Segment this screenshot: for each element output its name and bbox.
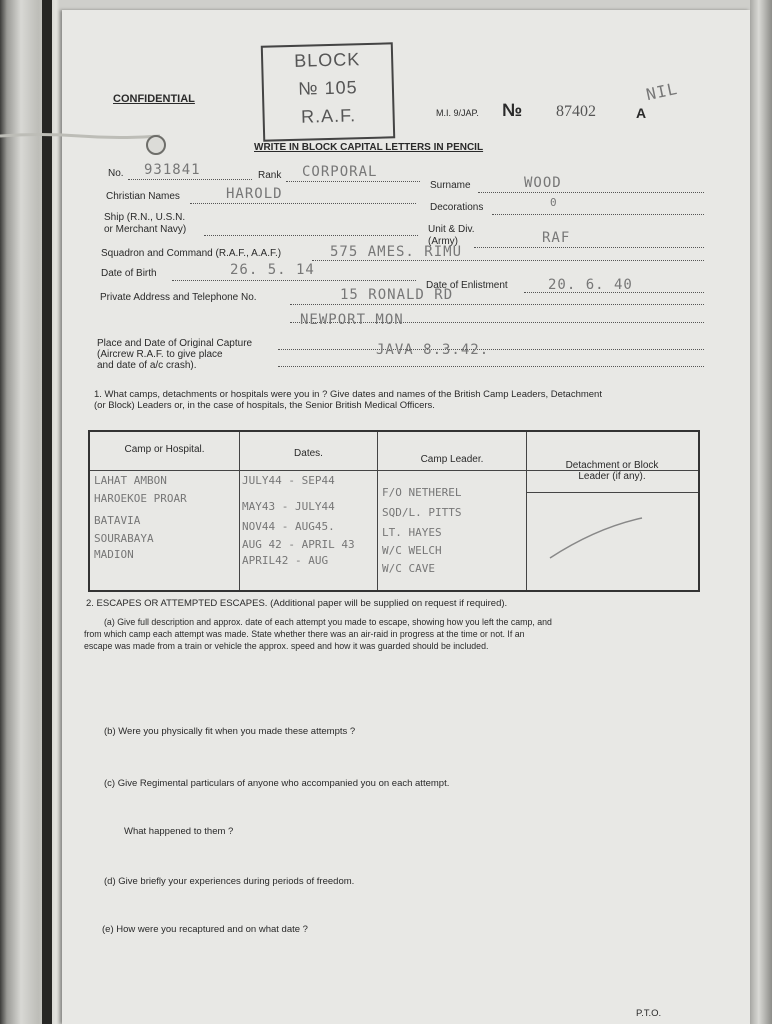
q2-c-sub: What happened to them ? <box>124 826 234 837</box>
q2-b: (b) Were you physically fit when you made these attempts ? <box>104 726 356 737</box>
instruction: WRITE IN BLOCK CAPITAL LETTERS IN PENCIL <box>254 142 484 153</box>
surname-value: WOOD <box>524 175 562 191</box>
table-row-dates: MAY43 - JULY44 <box>242 500 335 513</box>
squadron-line <box>312 260 704 261</box>
camps-table <box>88 430 700 592</box>
capture-label-1: Place and Date of Original Capture <box>97 338 253 349</box>
rank-value: CORPORAL <box>302 164 378 180</box>
confidential-label: CONFIDENTIAL <box>113 93 195 105</box>
ship-label-1: Ship (R.N., U.S.N. <box>104 212 186 223</box>
christian-label: Christian Names <box>106 191 180 202</box>
punch-hole <box>146 135 166 155</box>
ship-line <box>204 235 418 236</box>
surname-line <box>478 192 704 193</box>
no-label: No. <box>108 168 124 179</box>
q2-a-3: escape was made from a train or vehicle the approx. speed and how it was guarded should be included. <box>84 641 489 651</box>
q2-d: (d) Give briefly your experiences during periods of freedom. <box>104 876 355 887</box>
table-row-dates: NOV44 - AUG45. <box>242 520 335 533</box>
q2-c: (c) Give Regimental particulars of anyone who accompanied you on each attempt. <box>104 778 450 789</box>
table-row-dates: AUG 42 - APRIL 43 <box>242 538 355 551</box>
address-line-1 <box>290 304 704 305</box>
table-row-dates: JULY44 - SEP44 <box>242 474 335 487</box>
decorations-value: 0 <box>550 196 557 209</box>
table-row-leader: SQD/L. PITTS <box>382 506 462 519</box>
no-line <box>128 179 252 180</box>
table-row-leader: W/C WELCH <box>382 544 442 557</box>
enlist-value: 20. 6. 40 <box>548 277 633 293</box>
decorations-label: Decorations <box>430 202 484 213</box>
doc-number: 87402 <box>556 103 596 120</box>
capture-label-2: (Aircrew R.A.F. to give place <box>97 349 223 360</box>
no-value: 931841 <box>144 162 201 178</box>
address-value-1: 15 RONALD RD <box>340 287 454 303</box>
unit-label-2: (Army) <box>428 236 458 247</box>
q2-a-2: from which camp each attempt was made. State whether there was an air-raid in progress at the time or not. If an <box>84 629 525 639</box>
squadron-label: Squadron and Command (R.A.F., A.A.F.) <box>101 248 282 259</box>
table-header-detachment: Detachment or Block Leader (if any). <box>565 460 659 482</box>
table-row-camp: BATAVIA <box>94 514 141 527</box>
stamp-line-1: BLOCK <box>293 49 361 71</box>
table-row-camp: SOURABAYA <box>94 532 154 545</box>
q1-text-1: 1. What camps, detachments or hospitals were you in ? Give dates and names of the British Camp Leaders, Detachment <box>94 389 602 400</box>
dob-label: Date of Birth <box>101 268 157 279</box>
table-row-camp: MADION <box>94 548 134 561</box>
surname-label: Surname <box>430 180 471 191</box>
binding-string <box>0 132 170 140</box>
capture-line <box>278 349 704 350</box>
table-row-dates: APRIL42 - AUG <box>242 554 329 567</box>
enlist-label: Date of Enlistment <box>426 280 508 291</box>
table-header-dates: Dates. <box>294 448 323 459</box>
doc-suffix: A <box>636 105 647 121</box>
stamp-line-2: № 105 <box>297 77 358 99</box>
dob-value: 26. 5. 14 <box>230 262 315 278</box>
squadron-value: 575 AMES. RIMU <box>330 244 463 260</box>
table-header-leader: Camp Leader. <box>420 454 484 465</box>
table-row-camp: LAHAT AMBON <box>94 474 167 487</box>
capture-value: JAVA 8.3.42. <box>376 342 490 358</box>
ref-prefix: M.I. 9/JAP. <box>436 108 479 118</box>
pencil-stroke <box>546 514 646 562</box>
q2-e: (e) How were you recaptured and on what date ? <box>102 924 308 935</box>
decorations-line <box>492 214 704 215</box>
pto-label: P.T.O. <box>636 1008 662 1019</box>
rank-line <box>286 181 420 182</box>
stacked-pages-edge <box>750 0 772 1024</box>
table-row-leader: W/C CAVE <box>382 562 435 575</box>
q2-heading: 2. ESCAPES OR ATTEMPTED ESCAPES. (Additional paper will be supplied on request if required). <box>86 598 508 609</box>
q2-a-1: (a) Give full description and approx. date of each attempt you made to escape, showing how you left the camp, and <box>104 617 552 627</box>
table-row-leader: LT. HAYES <box>382 526 442 539</box>
christian-value: HAROLD <box>226 186 283 202</box>
address-value-2: NEWPORT MON <box>300 312 404 328</box>
table-row-camp: HAROEKOE PROAR <box>94 492 187 505</box>
q1-text-2: (or Block) Leaders or, in the case of hospitals, the Senior British Medical Officers. <box>94 400 435 411</box>
unit-value: RAF <box>542 230 571 246</box>
dob-line <box>172 280 416 281</box>
rank-label: Rank <box>258 170 282 181</box>
unit-line <box>474 247 704 248</box>
table-row-leader: F/O NETHEREL <box>382 486 462 499</box>
christian-line <box>190 203 416 204</box>
table-header-camp: Camp or Hospital. <box>124 444 205 455</box>
stamp-line-3: R.A.F. <box>300 105 357 127</box>
corner-note: NIL <box>644 78 680 105</box>
capture-line-2 <box>278 366 704 367</box>
doc-no-label: № <box>502 100 523 120</box>
unit-label-1: Unit & Div. <box>428 224 475 235</box>
block-stamp <box>261 42 395 141</box>
address-label: Private Address and Telephone No. <box>100 292 257 303</box>
capture-label-3: and date of a/c crash). <box>97 360 197 371</box>
ship-label-2: or Merchant Navy) <box>104 224 187 235</box>
